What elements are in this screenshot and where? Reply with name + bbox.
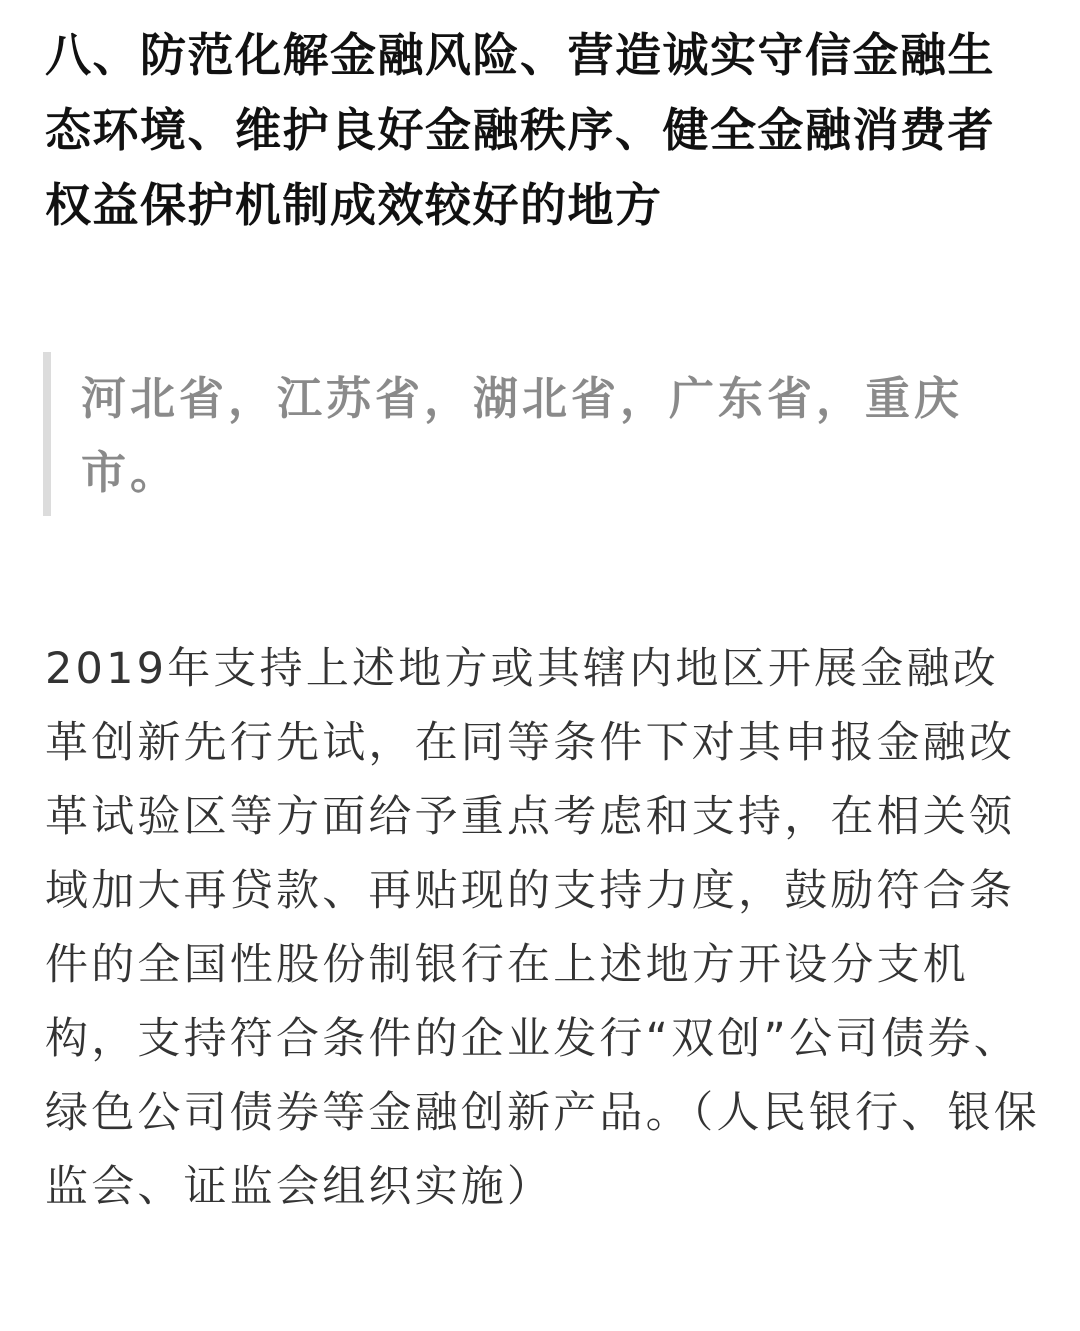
body-paragraph: 2019年支持上述地方或其辖内地区开展金融改革创新先行先试，在同等条件下对其申报金融改革试验区等方面给予重点考虑和支持，在相关领域加大再贷款、再贴现的支持力度，鼓励符合条件的全国性股份制银行在上述地方开设分支机构，支持符合条件的企业发行“双创”公司债券、绿色公司债券等金融创新产品。（人民银行、银保监会、证监会组织实施） [45,644,1040,1212]
blockquote-bar [43,352,51,516]
section-heading: 八、防范化解金融风险、营造诚实守信金融生态环境、维护良好金融秩序、健全金融消费者权益保护机制成效较好的地方 [45,28,995,232]
blockquote [43,352,1043,516]
blockquote-text: 河北省，江苏省，湖北省，广东省，重庆市。 [81,372,964,499]
